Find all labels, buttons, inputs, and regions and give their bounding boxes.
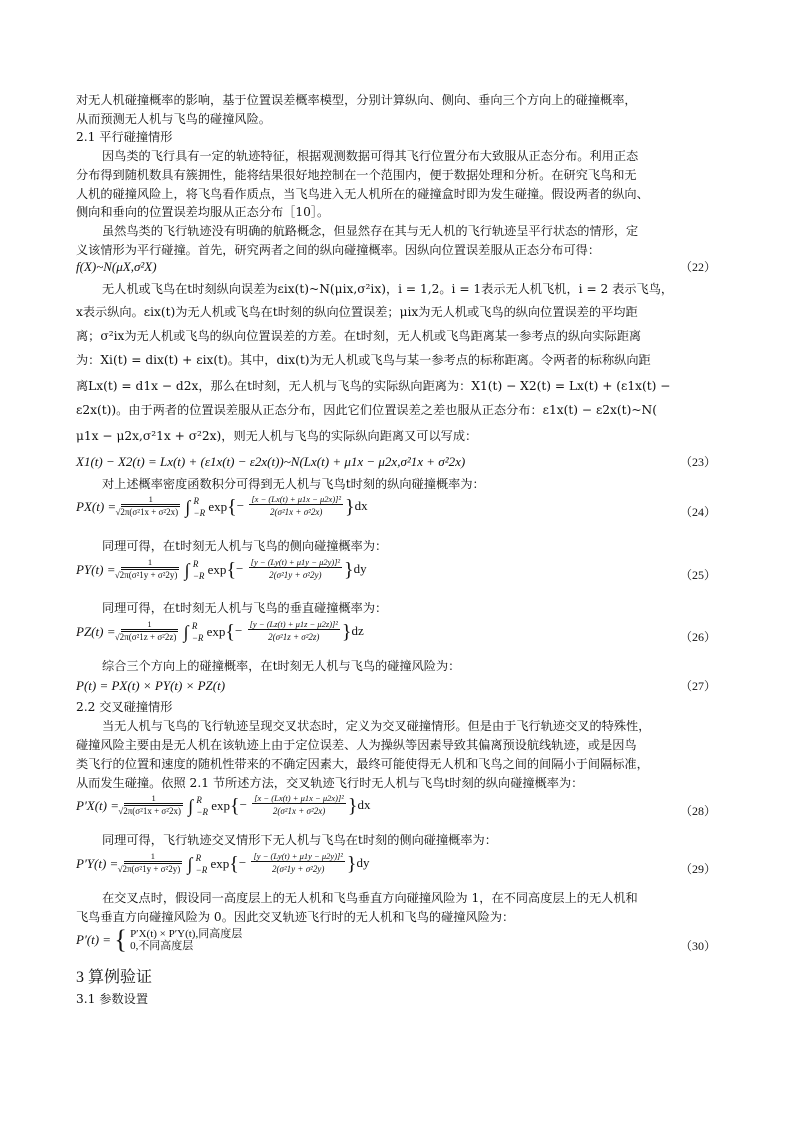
equation-26-coef	[121, 619, 179, 645]
equation-26-body: PZ(t) = 1 √ 2π(σ²1z + σ²2z) ∫ R −R exp{− $\frac{\text{[y − (Lz(t) + μ1z − μ2z)]²}}{\text{2(σ²1z + σ²2z)}}$ }dz	[76, 619, 364, 645]
equation-28-lower: −R	[196, 807, 208, 817]
equation-26	[76, 619, 716, 655]
equation-25-exponent-num: [y − (Ly(t) + μ1y − μ2y)]²	[250, 557, 341, 567]
equation-25-upper: R	[192, 559, 199, 569]
equation-26-differential: dz	[351, 622, 364, 638]
equation-24-exponent	[249, 494, 343, 520]
equation-28	[76, 793, 716, 829]
equation-30-number: （30）	[679, 939, 716, 953]
equation-29-upper: R	[195, 853, 202, 863]
right-brace: }	[345, 496, 355, 518]
intro-line-2: 从而预测无人机与飞鸟的碰撞风险。	[76, 112, 271, 126]
equation-26-upper: R	[191, 621, 198, 631]
equation-28-exponent-den: 2(σ²1x + σ²2x)	[272, 806, 326, 816]
equation-26-number: （26）	[679, 630, 716, 644]
equation-30-cases	[130, 928, 242, 952]
integral-sign: ∫	[184, 560, 190, 580]
equation-24-number: （24）	[679, 505, 716, 519]
equation-28-exponent-num: [x − (Lx(t) + μ1x − μ2x)]²	[254, 793, 344, 803]
eq26-intro: 同理可得，在t时刻无人机与飞鸟的垂直碰撞概率为：	[102, 601, 388, 615]
eq25-intro: 同理可得，在t时刻无人机与飞鸟的侧向碰撞概率为：	[102, 539, 388, 553]
s21-p3-line-7: μ1x − μ2x,σ²1x + σ²2x)，则无人机与飞鸟的实际纵向距离又可以写成：	[76, 429, 478, 443]
equation-26-exponent-den: 2(σ²1z + σ²2z)	[268, 632, 320, 642]
s22-p2-line-1: 在交叉点时，假设同一高度层上的无人机和飞鸟垂直方向碰撞风险为 1，在不同高度层上的无人机和	[102, 891, 638, 905]
right-brace: }	[341, 621, 352, 643]
equation-26-coef-den: √ 2π(σ²1z + σ²2z)	[121, 631, 179, 642]
s21-p2-line-2: 义该情形为平行碰撞。首先，研究两者之间的纵向碰撞概率。因纵向位置误差服从正态分布可得：	[76, 243, 601, 257]
equation-24-lower: −R	[193, 508, 206, 518]
equation-26-lower: −R	[191, 633, 204, 643]
equation-24	[76, 494, 716, 530]
equation-24-body: PX(t) = 1 √ 2π(σ²1x + σ²2x) ∫ R −R exp{− $\frac{\text{[x − (Lx(t) + μ1x − μ2x)]²}}{\text{2(σ²1x + σ²2x)}}$ }dx	[76, 494, 368, 520]
s21-p3-line-5: 离Lx(t) = d1x − d2x，那么在t时刻，无人机与飞鸟的实际纵向距离为：X1(t) − X2(t) = Lx(t) + (ε1x(t) −	[76, 379, 671, 393]
s21-p2-line-1: 虽然鸟类的飞行轨迹没有明确的航路概念，但显然存在其与无人机的飞行轨迹呈平行状态的情形，定	[102, 224, 639, 238]
integral-sign: ∫	[188, 796, 194, 816]
equation-28-body: P′X(t) = 1 √ 2π(σ²1x + σ²2x) ∫ R −R exp{− $\frac{\text{[x − (Lx(t) + μ1x − μ2x)]²}}{\text{2(σ²1x + σ²2x)}}$ }dx	[76, 793, 370, 819]
equation-29	[76, 851, 716, 887]
left-brace: {	[230, 795, 240, 817]
equation-27-number: （27）	[679, 679, 716, 693]
section-2-1-heading: 2.1 平行碰撞情形	[76, 130, 173, 144]
s22-p1-line-3: 类飞行的位置和速度的随机性带来的不确定因素大，最终可能使得无人机和飞鸟之间的间隔小于间隔标准，	[76, 757, 649, 771]
s21-p1-line-2: 分布得到随机数具有簇拥性，能将结果很好地控制在一个范围内，便于数据处理和分析。在研究飞鸟和无	[76, 168, 637, 182]
equation-25-coef-den: √ 2π(σ²1y + σ²2y)	[121, 569, 180, 580]
equation-28-coef	[124, 793, 183, 819]
left-brace: {	[229, 853, 239, 875]
equation-25-number: （25）	[679, 568, 716, 582]
left-brace: {	[227, 496, 237, 518]
equation-26-exponent-num: [y − (Lz(t) + μ1z − μ2z)]²	[249, 619, 338, 629]
s21-p3-line-2: x表示纵向。εix(t)为无人机或飞鸟在t时刻的纵向位置误差；μix为无人机或飞鸟的纵向位置误差的平均距	[76, 305, 638, 319]
equation-28-coef-num: 1	[124, 793, 183, 804]
equation-22	[76, 258, 716, 276]
equation-25-exp: exp	[207, 562, 227, 577]
equation-23-body: X1(t) − X2(t) = Lx(t) + (ε1x(t) − ε2x(t))~N(Lx(t) + μ1x − μ2x,σ²1x + σ²2x)	[76, 454, 466, 469]
s21-p1-line-1: 因鸟类的飞行具有一定的轨迹特征，根据观测数据可得其飞行位置分布大致服从正态分布。利用正态	[102, 149, 639, 163]
equation-28-coef-den: √ 2π(σ²1x + σ²2x)	[124, 805, 183, 816]
equation-28-upper: R	[196, 795, 202, 805]
s21-p3-line-1: 无人机或飞鸟在t时刻纵向误差为εix(t)~N(μix,σ²ix)，i = 1,2。i = 1表示无人机飞机，i = 2 表示飞鸟，	[102, 282, 674, 296]
s21-p3-line-3: 离；σ²ix为无人机或飞鸟的纵向位置误差的方差。在t时刻，无人机或飞鸟距离某一参考点的纵向实际距离	[76, 329, 642, 343]
equation-30-body	[76, 925, 243, 954]
equation-28-differential: dx	[357, 796, 371, 812]
intro-line-1: 对无人机碰撞概率的影响，基于位置误差概率模型，分别计算纵向、侧向、垂向三个方向上的碰撞概率，	[76, 93, 637, 107]
left-brace: {	[226, 559, 237, 581]
equation-25	[76, 557, 716, 593]
equation-27	[76, 677, 716, 695]
equation-29-number: （29）	[679, 862, 716, 876]
equation-29-lhs: P′Y(t) =	[76, 856, 119, 871]
equation-26-coef-num: 1	[121, 619, 179, 630]
section-2-2-heading: 2.2 交叉碰撞情形	[76, 700, 173, 714]
equation-28-lhs: P′X(t) =	[76, 798, 120, 813]
equation-24-coef-den: √ 2π(σ²1x + σ²2x)	[121, 506, 180, 517]
equation-29-exponent-num: [y − (Ly(t) + μ1y − μ2y)]²	[253, 851, 343, 861]
equation-25-lhs: PY(t) =	[76, 562, 116, 577]
equation-26-limits	[192, 620, 204, 644]
s22-p1-line-2: 碰撞风险主要由是无人机在该轨迹上由于定位误差、人为操纵等因素导致其偏离预设航线轨迹，或是因鸟	[76, 738, 637, 752]
equation-29-coef-num: 1	[124, 851, 183, 862]
equation-26-lhs: PZ(t) =	[76, 624, 116, 639]
equation-23-number: （23）	[679, 455, 716, 469]
equation-23	[76, 453, 716, 471]
equation-24-lhs: PX(t) =	[76, 499, 117, 514]
equation-28-limits	[196, 794, 208, 818]
s21-p1-line-4: 侧向和垂向的位置误差均服从正态分布［10］。	[76, 205, 330, 219]
eq27-intro: 综合三个方向上的碰撞概率，在t时刻无人机与飞鸟的碰撞风险为：	[102, 659, 461, 673]
equation-24-exponent-num: [x − (Lx(t) + μ1x − μ2x)]²	[251, 494, 342, 504]
eq29-intro: 同理可得，飞行轨迹交叉情形下无人机与飞鸟在t时刻的侧向碰撞概率为：	[102, 833, 497, 847]
s21-p3-line-6: ε2x(t))。由于两者的位置误差服从正态分布，因此它们位置误差之差也服从正态分布：ε1x(t) − ε2x(t)~N(	[76, 403, 657, 417]
equation-29-coef	[124, 851, 183, 877]
integral-sign: ∫	[185, 497, 191, 517]
s22-p2-line-2: 飞鸟垂直方向碰撞风险为 0。因此交叉轨迹飞行时的无人机和飞鸟的碰撞风险为：	[76, 910, 515, 924]
case-brace: {	[114, 925, 127, 954]
equation-28-exponent	[252, 793, 346, 819]
equation-25-body: PY(t) = 1 √ 2π(σ²1y + σ²2y) ∫ R −R exp{− $\frac{\text{[y − (Ly(t) + μ1y − μ2y)]²}}{\text{2(σ²1y + σ²2y)}}$ }dy	[76, 557, 367, 583]
equation-22-number: （22）	[679, 260, 716, 274]
s21-p1-line-3: 人机的碰撞风险上，将飞鸟看作质点，当飞鸟进入无人机所在的碰撞盒时即为发生碰撞。假设两者的纵向、	[76, 187, 649, 201]
right-brace: }	[344, 559, 354, 581]
left-brace: {	[225, 621, 236, 643]
equation-30-case-1: P′X(t) × P′Y(t),同高度层	[130, 928, 243, 940]
section-3-heading: 3 算例验证	[76, 969, 153, 986]
integral-sign: ∫	[187, 854, 193, 874]
equation-24-limits	[194, 495, 206, 519]
equation-25-lower: −R	[192, 571, 205, 581]
s22-p1-line-1: 当无人机与飞鸟的飞行轨迹呈现交叉状态时，定义为交叉碰撞情形。但是由于飞行轨迹交叉的特殊性，	[102, 719, 651, 733]
section-3-1-heading: 3.1 参数设置	[76, 992, 149, 1006]
equation-29-exponent-den: 2(σ²1y + σ²2y)	[272, 864, 325, 874]
equation-28-number: （28）	[679, 804, 716, 818]
equation-29-lower: −R	[195, 865, 208, 875]
integral-sign: ∫	[183, 622, 189, 642]
right-brace: }	[347, 795, 358, 817]
equation-25-limits	[193, 558, 205, 582]
equation-29-limits	[196, 852, 208, 876]
equation-30-lhs: P′(t) =	[76, 932, 112, 947]
equation-25-exponent-den: 2(σ²1y + σ²2y)	[269, 570, 322, 580]
equation-24-upper: R	[193, 496, 200, 506]
equation-25-differential: dy	[353, 560, 367, 576]
s22-p1-line-4: 从而发生碰撞。依照 2.1 节所述方法，交叉轨迹飞行时无人机与飞鸟t时刻的纵向碰撞概率为：	[76, 776, 584, 790]
equation-26-exp: exp	[206, 624, 226, 639]
equation-29-coef-den: √ 2π(σ²1y + σ²2y)	[124, 863, 183, 874]
equation-24-exponent-den: 2(σ²1x + σ²2x)	[270, 507, 323, 517]
equation-29-exponent	[251, 851, 344, 877]
equation-25-exponent	[249, 557, 342, 583]
equation-29-differential: dy	[356, 854, 370, 870]
equation-29-body: P′Y(t) = 1 √ 2π(σ²1y + σ²2y) ∫ R −R exp{− $\frac{\text{[y − (Ly(t) + μ1y − μ2y)]²}}{\text{2(σ²1y + σ²2y)}}$ }dy	[76, 851, 370, 877]
eq24-intro: 对上述概率密度函数积分可得到无人机与飞鸟t时刻的纵向碰撞概率为：	[102, 477, 485, 491]
equation-30-case-2: 0,不同高度层	[130, 940, 194, 952]
equation-24-differential: dx	[354, 497, 368, 513]
equation-27-body: P(t) = PX(t) × PY(t) × PZ(t)	[76, 678, 226, 693]
s21-p3-line-4: 为：Xi(t) = dix(t) + εix(t)。其中，dix(t)为无人机或飞鸟与某一参考点的标称距离。令两者的标称纵向距	[76, 353, 651, 367]
equation-29-exp: exp	[210, 856, 230, 871]
equation-25-coef-num: 1	[121, 557, 180, 568]
right-brace: }	[346, 853, 357, 875]
equation-30	[76, 925, 716, 964]
equation-25-coef	[121, 557, 180, 583]
equation-24-coef-num: 1	[121, 494, 180, 505]
equation-26-exponent	[248, 619, 340, 645]
equation-24-coef	[121, 494, 180, 520]
equation-22-body: f(X)~N(μX,σ²X)	[76, 259, 157, 274]
equation-28-exp: exp	[211, 798, 230, 813]
equation-24-exp: exp	[208, 499, 228, 514]
